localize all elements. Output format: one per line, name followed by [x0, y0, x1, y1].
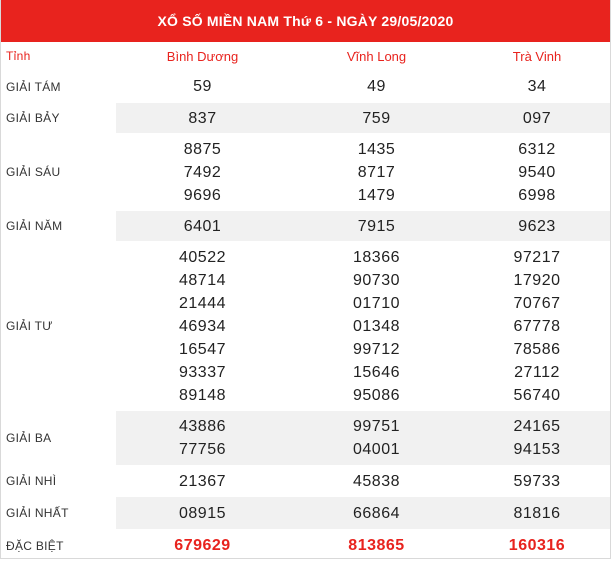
prize-number: 08915	[179, 504, 226, 522]
prize-cell	[464, 497, 610, 529]
prize-number: 9540	[518, 163, 556, 181]
province-binh-duong[interactable]: Bình Dương	[166, 48, 239, 64]
prize-number: 27112	[514, 363, 560, 381]
prize-cell	[116, 103, 289, 133]
prize-cell	[116, 411, 289, 465]
prize-row	[1, 211, 610, 241]
prize-cell	[464, 529, 610, 562]
prize-number: 46934	[179, 317, 226, 335]
prize-cell	[289, 70, 464, 103]
prize-label: GIẢI SÁU	[6, 165, 61, 179]
results-table	[1, 42, 610, 562]
prize-number: 837	[188, 109, 217, 127]
prize-number: 097	[522, 109, 552, 127]
prize-number: 59	[193, 78, 212, 95]
prize-label: GIẢI NĂM	[6, 219, 63, 233]
prize-number: 43886	[179, 418, 226, 435]
prize-number: 04001	[353, 441, 400, 458]
page-title: XỔ SỐ MIỀN NAM Thứ 6 - NGÀY 29/05/2020	[1, 0, 610, 42]
prize-label: GIẢI NHẤT	[6, 506, 69, 520]
prize-cell	[116, 241, 289, 411]
prize-cell	[464, 411, 610, 465]
prize-label: ĐẶC BIỆT	[6, 538, 64, 553]
prize-number: 6998	[518, 186, 556, 204]
prize-number: 24165	[513, 418, 561, 435]
prize-number: 78586	[513, 340, 561, 358]
prize-label: GIẢI BẢY	[6, 111, 60, 125]
prize-number: 679629	[174, 537, 231, 554]
prize-row	[1, 465, 610, 497]
prize-label: GIẢI BA	[6, 431, 52, 445]
prize-cell	[464, 70, 610, 103]
prize-label: GIẢI TÁM	[6, 79, 61, 94]
prize-row	[1, 497, 610, 529]
prize-cell	[464, 465, 610, 497]
prize-cell	[464, 133, 610, 211]
province-tra-vinh[interactable]: Trà Vinh	[512, 48, 562, 64]
prize-number: 21367	[179, 472, 226, 490]
prize-row	[1, 529, 610, 562]
prize-number: 97217	[513, 248, 561, 266]
prize-number: 15646	[353, 363, 400, 381]
prize-number: 813865	[348, 537, 405, 554]
prize-cell	[289, 411, 464, 465]
prize-number: 56740	[513, 386, 561, 404]
province-vinh-long[interactable]: Vĩnh Long	[346, 48, 407, 64]
prize-number: 40522	[179, 248, 226, 266]
prize-number: 6401	[183, 217, 222, 235]
prize-cell	[289, 103, 464, 133]
prize-number: 93337	[179, 363, 226, 381]
prize-number: 7492	[183, 163, 222, 181]
table-header-row	[1, 42, 610, 70]
prize-number: 01710	[353, 294, 400, 312]
prize-cell	[116, 529, 289, 562]
prize-cell	[289, 211, 464, 241]
prize-cell	[289, 529, 464, 562]
province-column-label: Tỉnh	[6, 49, 31, 63]
prize-cell	[289, 241, 464, 411]
prize-number: 16547	[179, 340, 226, 358]
prize-cell	[116, 497, 289, 529]
prize-number: 8717	[357, 163, 396, 181]
prize-cell	[289, 497, 464, 529]
prize-number: 81816	[513, 504, 561, 522]
prize-cell	[464, 211, 610, 241]
prize-number: 759	[362, 109, 391, 127]
prize-number: 45838	[353, 472, 400, 490]
prize-number: 94153	[513, 441, 561, 458]
prize-number: 34	[527, 78, 547, 95]
prize-number: 89148	[179, 386, 226, 404]
prize-number: 66864	[353, 504, 400, 522]
prize-cell	[464, 241, 610, 411]
prize-number: 70767	[513, 294, 561, 312]
prize-cell	[289, 465, 464, 497]
prize-row	[1, 103, 610, 133]
prize-number: 99751	[353, 418, 400, 435]
prize-number: 77756	[179, 441, 226, 458]
prize-number: 21444	[179, 294, 226, 312]
prize-number: 17920	[513, 271, 561, 289]
prize-number: 7915	[357, 217, 396, 235]
prize-number: 90730	[353, 271, 400, 289]
prize-row	[1, 411, 610, 465]
prize-row	[1, 133, 610, 211]
prize-number: 1435	[357, 140, 396, 158]
prize-number: 6312	[518, 140, 556, 158]
prize-number: 99712	[353, 340, 400, 358]
prize-cell	[464, 103, 610, 133]
prize-row	[1, 241, 610, 411]
prize-number: 01348	[353, 317, 400, 335]
prize-number: 48714	[179, 271, 226, 289]
prize-number: 95086	[353, 386, 400, 404]
prize-number: 67778	[513, 317, 561, 335]
prize-cell	[116, 211, 289, 241]
prize-cell	[289, 133, 464, 211]
prize-number: 59733	[513, 472, 561, 490]
prize-number: 9696	[183, 186, 222, 204]
prize-label: GIẢI TƯ	[6, 319, 53, 333]
prize-number: 9623	[518, 217, 556, 235]
prize-row	[1, 70, 610, 103]
prize-number: 160316	[508, 537, 566, 554]
prize-number: 8875	[183, 140, 222, 158]
prize-label: GIẢI NHÌ	[6, 474, 57, 488]
prize-number: 18366	[353, 248, 400, 266]
prize-cell	[116, 133, 289, 211]
prize-number: 49	[367, 78, 386, 95]
prize-cell	[116, 70, 289, 103]
prize-number: 1479	[357, 186, 396, 204]
prize-cell	[116, 465, 289, 497]
